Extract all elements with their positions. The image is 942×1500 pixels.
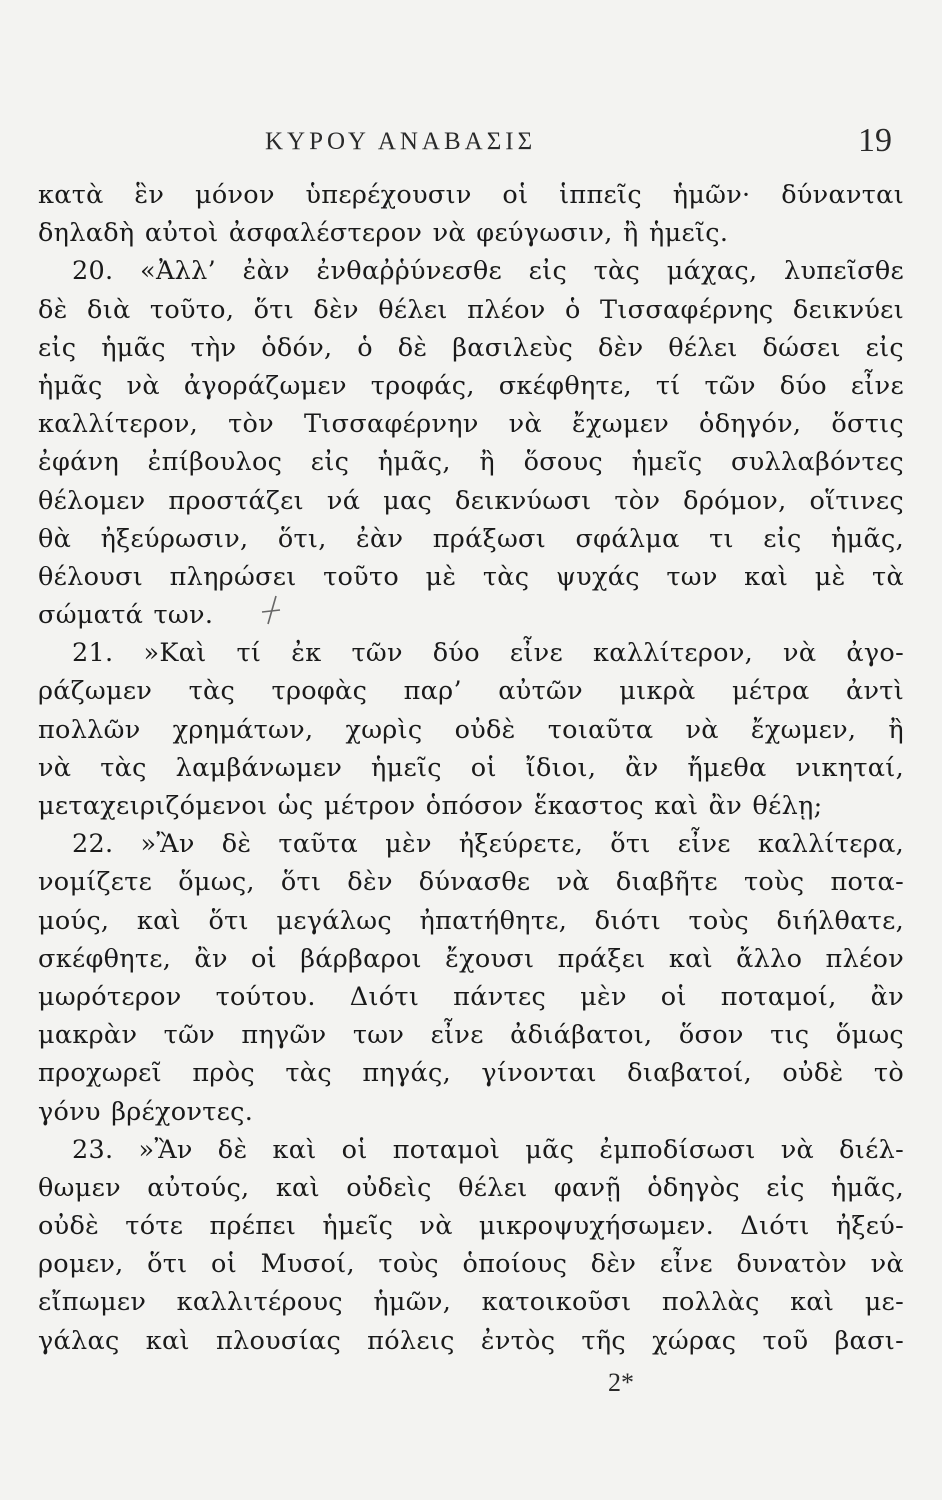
page-number: 19 [858,122,892,159]
text-line: προχωρεῖ πρὸς τὰς πηγάς, γίνονται διαβατοί, οὐδὲ τὸ [38,1058,904,1089]
text-line: θέλουσι πληρώσει τοῦτο μὲ τὰς ψυχάς των καὶ μὲ τὰ [38,561,904,592]
text-line: γόνυ βρέχοντες. [38,1096,254,1127]
text-line: νομίζετε ὅμως, ὅτι δὲν δύνασθε νὰ διαβῆτε τοὺς ποτα- [38,867,904,898]
text-line: 21. »Καὶ τί ἐκ τῶν δύο εἶνε καλλίτερον, νὰ ἀγο- [72,638,904,669]
text-line: εἰς ἡμᾶς τὴν ὁδόν, ὁ δὲ βασιλεὺς δὲν θέλει δώσει εἰς [38,332,904,363]
text-line: ἡμᾶς νὰ ἀγοράζωμεν τροφάς, σκέφθητε, τί τῶν δύο εἶνε [38,370,904,401]
text-line: δὲ διὰ τοῦτο, ὅτι δὲν θέλει πλέον ὁ Τισσαφέρνης δεικνύει [38,294,904,325]
text-line: γάλας καὶ πλουσίας πόλεις ἐντὸς τῆς χώρας τοῦ βασι- [38,1325,904,1356]
text-line: νὰ τὰς λαμβάνωμεν ἡμεῖς οἱ ἴδιοι, ἂν ἤμεθα νικηταί, [38,752,904,783]
text-line: οὐδὲ τότε πρέπει ἡμεῖς νὰ μικροψυχήσωμεν. Διότι ἠξεύ- [38,1211,904,1242]
text-line: πολλῶν χρημάτων, χωρὶς οὐδὲ τοιαῦτα νὰ ἔχωμεν, ἢ [38,714,904,745]
text-line: 20. «Ἀλλ’ ἐὰν ἐνθαῤῥύνεσθε εἰς τὰς μάχας, λυπεῖσθε [72,256,904,287]
pencil-cross-mark [254,592,284,628]
running-title: ΚΥΡΟΥ ΑΝΑΒΑΣΙΣ [265,128,537,155]
text-line: μωρότερον τούτου. Διότι πάντες μὲν οἱ ποταμοί, ἂν [38,981,904,1012]
text-line: σώματά των. [38,600,214,631]
text-line: εἴπωμεν καλλιτέρους ἡμῶν, κατοικοῦσι πολλὰς καὶ με- [38,1287,904,1318]
text-line: μεταχειριζόμενοι ὡς μέτρον ὁπόσον ἕκαστος καὶ ἂν θέλῃ; [38,791,823,821]
text-line: κατὰ ἓν μόνον ὑπερέχουσιν οἱ ἱππεῖς ἡμῶν· δύνανται [38,180,904,210]
text-line: 22. »Ἂν δὲ ταῦτα μὲν ἠξεύρετε, ὅτι εἶνε καλλίτερα, [72,829,904,860]
text-line: θὰ ἠξεύρωσιν, ὅτι, ἐὰν πράξωσι σφάλμα τι εἰς ἡμᾶς, [38,523,904,554]
signature-mark: 2* [608,1368,634,1397]
text-line: θέλομεν προστάζει νά μας δεικνύωσι τὸν δρόμον, οἵτινες [38,485,904,516]
text-line: μακρὰν τῶν πηγῶν των εἶνε ἀδιάβατοι, ὅσον τις ὅμως [38,1020,904,1051]
text-line: 23. »Ἂν δὲ καὶ οἱ ποταμοὶ μᾶς ἐμποδίσωσι νὰ διέλ- [72,1134,904,1165]
text-line: δηλαδὴ αὐτοὶ ἀσφαλέστερον νὰ φεύγωσιν, ἢ ἡμεῖς. [38,218,729,249]
text-line: ρομεν, ὅτι οἱ Μυσοί, τοὺς ὁποίους δὲν εἶνε δυνατὸν νὰ [38,1249,904,1280]
running-head [40,122,910,166]
text-line: ἐφάνη ἐπίβουλος εἰς ἡμᾶς, ἢ ὅσους ἡμεῖς συλλαβόντες [38,447,904,478]
text-line: σκέφθητε, ἂν οἱ βάρβαροι ἔχουσι πράξει καὶ ἄλλο πλέον [38,943,904,974]
text-line: καλλίτερον, τὸν Τισσαφέρνην νὰ ἔχωμεν ὁδηγόν, ὅστις [38,409,904,440]
text-line: ράζωμεν τὰς τροφὰς παρ’ αὐτῶν μικρὰ μέτρα ἀντὶ [38,676,904,707]
text-line: θωμεν αὐτούς, καὶ οὐδεὶς θέλει φανῇ ὁδηγὸς εἰς ἡμᾶς, [38,1172,904,1203]
body-text [38,176,904,1360]
text-line: μούς, καὶ ὅτι μεγάλως ἠπατήθητε, διότι τοὺς διήλθατε, [38,905,904,936]
